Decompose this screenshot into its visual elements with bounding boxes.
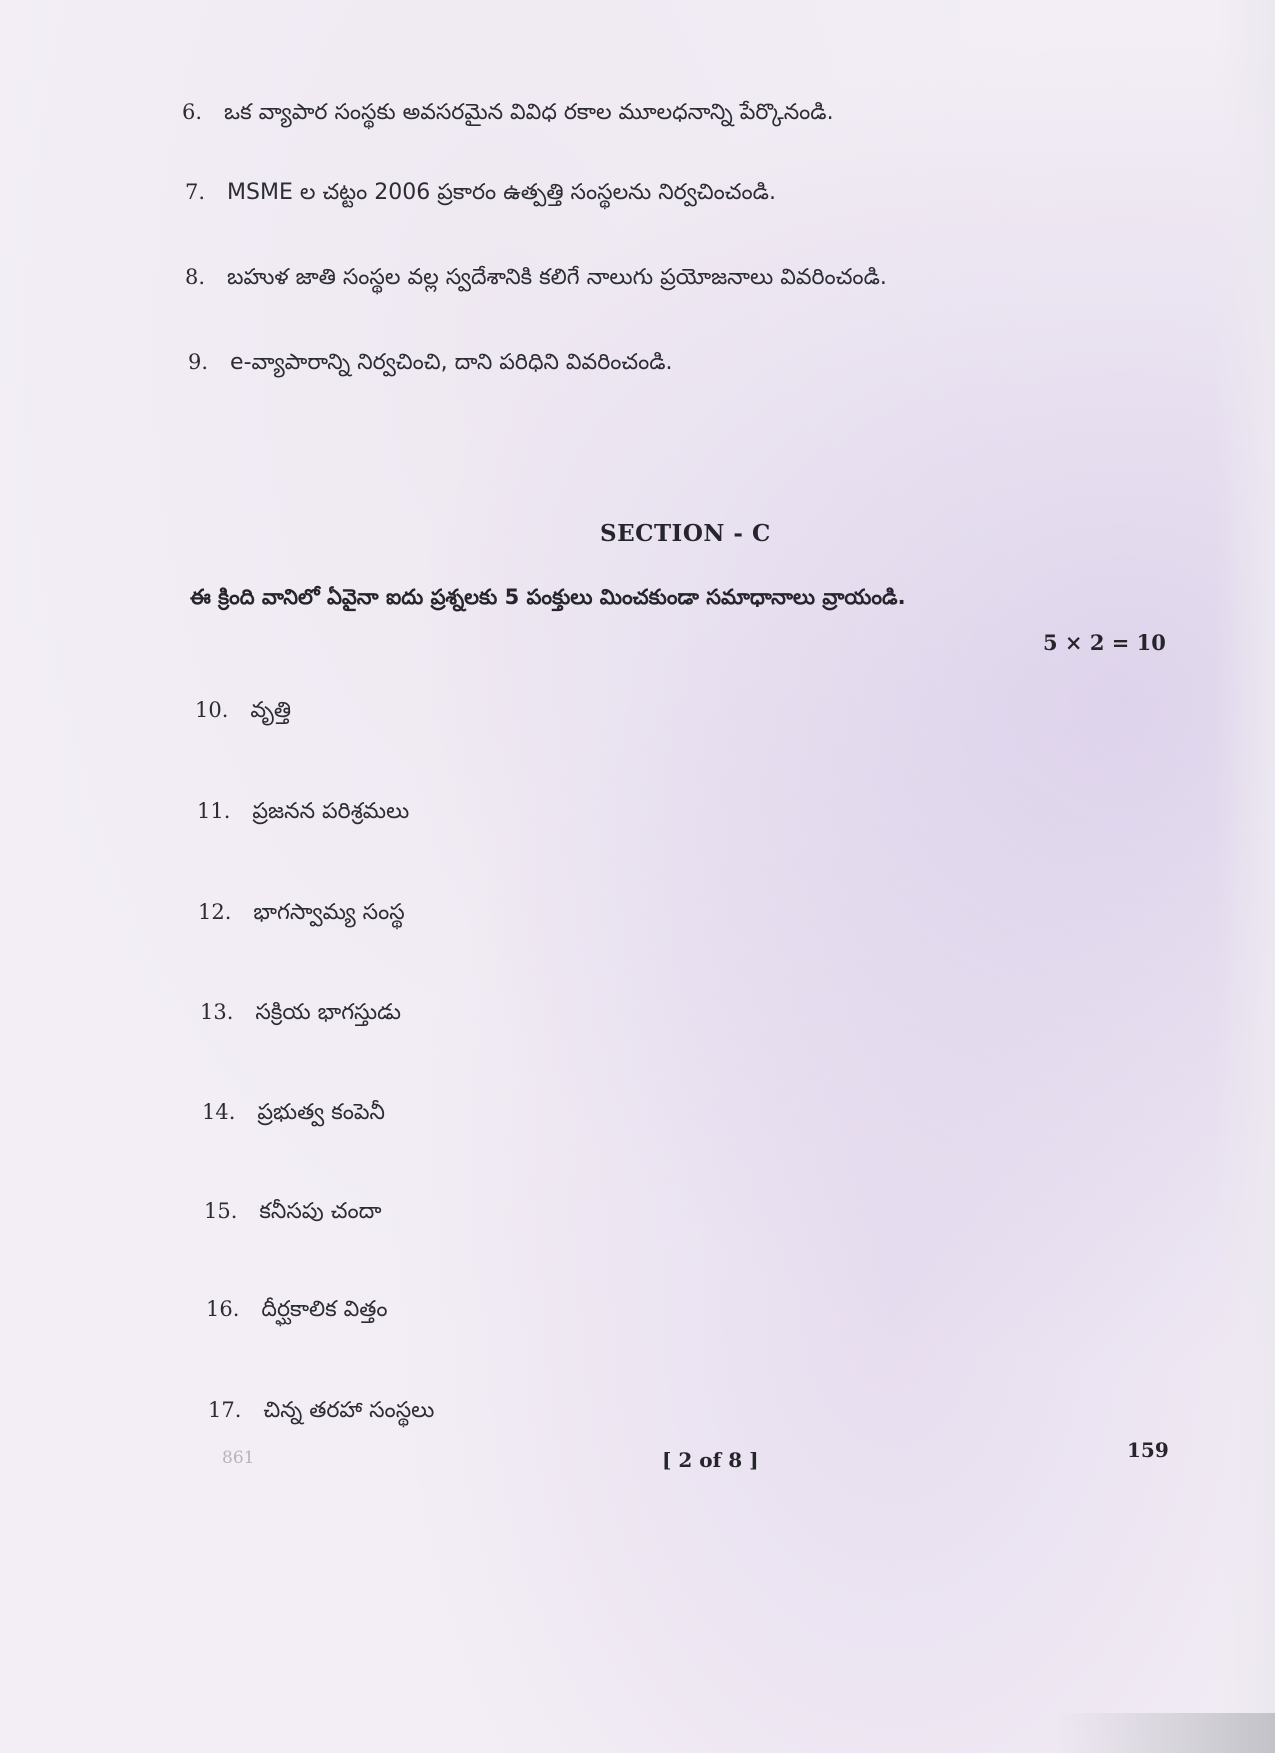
- question-number: 7.: [185, 180, 206, 204]
- question-number: 9.: [188, 350, 209, 374]
- question-12: [198, 900, 405, 930]
- scan-shadow-right: [1215, 0, 1275, 1753]
- question-6: [182, 100, 834, 130]
- question-number: 6.: [182, 100, 203, 124]
- question-number: 11.: [197, 799, 231, 823]
- question-text: ఒక వ్యాపార సంస్థకు అవసరమైన వివిధ రకాల మూలధనాన్ని పేర్కొనండి.: [224, 100, 834, 125]
- question-number: 17.: [208, 1398, 242, 1422]
- section-title: SECTION - C: [600, 520, 771, 547]
- question-text: సక్రియ భాగస్తుడు: [255, 1000, 401, 1025]
- question-15: [204, 1199, 381, 1229]
- question-number: 12.: [198, 900, 232, 924]
- question-9: [188, 350, 673, 380]
- question-16: [206, 1297, 388, 1327]
- question-text: భాగస్వామ్య సంస్థ: [253, 900, 405, 925]
- question-text: e-వ్యాపారాన్ని నిర్వచించి, దాని పరిధిని వివరించండి.: [230, 350, 673, 375]
- section-instruction: ఈ క్రింది వానిలో ఏవైనా ఐదు ప్రశ్నలకు 5 పంక్తులు మించకుండా సమాధానాలు వ్రాయండి.: [190, 585, 906, 609]
- question-text: వృత్తి: [250, 698, 292, 723]
- question-text: చిన్న తరహా సంస్థలు: [263, 1398, 435, 1423]
- question-number: 16.: [206, 1297, 240, 1321]
- page-number: 159: [1127, 1438, 1169, 1462]
- paper-code: 861: [222, 1448, 255, 1468]
- question-number: 14.: [202, 1100, 236, 1124]
- question-14: [202, 1100, 385, 1130]
- question-text: ప్రజనన పరిశ్రమలు: [252, 799, 410, 824]
- question-text: ప్రభుత్వ కంపెనీ: [257, 1100, 385, 1125]
- question-number: 13.: [200, 1000, 234, 1024]
- page-indicator: [ 2 of 8 ]: [662, 1448, 759, 1472]
- question-8: [185, 265, 887, 295]
- question-7: [185, 180, 776, 210]
- question-text: కనీసపు చందా: [259, 1199, 382, 1224]
- question-number: 15.: [204, 1199, 238, 1223]
- question-number: 8.: [185, 265, 206, 289]
- section-marks: 5 × 2 = 10: [1043, 630, 1166, 655]
- question-number: 10.: [195, 698, 229, 722]
- scan-shadow-bottom: [1055, 1713, 1275, 1753]
- question-text: దీర్ఘకాలిక విత్తం: [261, 1297, 388, 1322]
- question-11: [197, 799, 409, 829]
- question-17: [208, 1398, 434, 1428]
- question-10: [195, 698, 291, 728]
- question-13: [200, 1000, 401, 1030]
- question-text: MSME ల చట్టం 2006 ప్రకారం ఉత్పత్తి సంస్థలను నిర్వచించండి.: [227, 180, 776, 205]
- question-text: బహుళ జాతి సంస్థల వల్ల స్వదేశానికి కలిగే నాలుగు ప్రయోజనాలు వివరించండి.: [227, 265, 887, 290]
